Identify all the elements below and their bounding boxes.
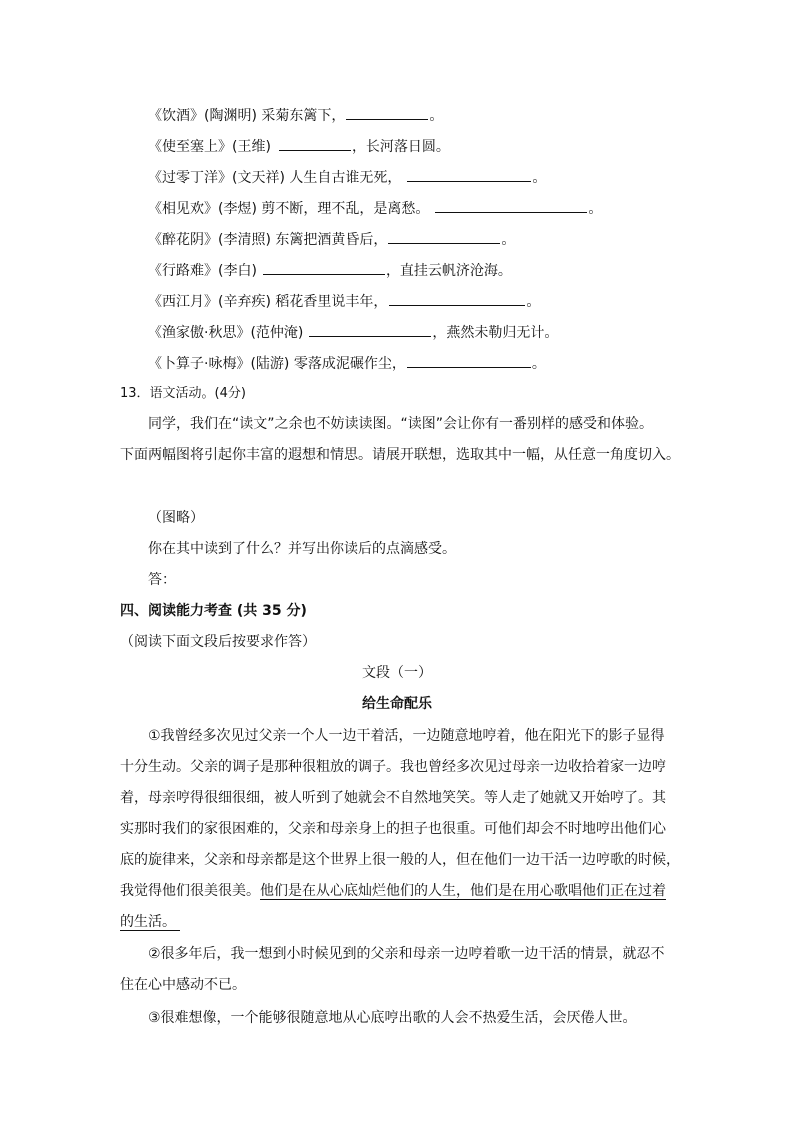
- poem-text: 《过零丁洋》(文天祥) 人生自古谁无死，: [148, 170, 402, 186]
- poem-text: 《饮酒》(陶渊明) 采菊东篱下，: [148, 108, 346, 124]
- paragraph-line: [120, 881, 666, 901]
- poem-line-3: [148, 166, 546, 188]
- poem-text: 《相见欢》(李煜) 剪不断，理不乱，是离愁。: [148, 201, 430, 217]
- answer-label: 答：: [148, 572, 176, 588]
- section-heading: 四、阅读能力考查 (共 35 分): [120, 603, 307, 619]
- underlined-sentence-end: 的生活。: [120, 914, 180, 931]
- poem-text: 《卜算子·咏梅》(陆游) 零落成泥碾作尘，: [148, 356, 406, 372]
- answer-blank[interactable]: [279, 135, 351, 151]
- question-13-paragraph-2: 下面两幅图将引起你丰富的遐想和情思。请展开联想，选取其中一幅，从任意一角度切入。: [120, 447, 680, 463]
- answer-blank[interactable]: [407, 166, 531, 182]
- answer-blank[interactable]: [389, 290, 525, 306]
- passage-label: 文段（一）: [362, 665, 432, 681]
- poem-line-1: [148, 104, 443, 126]
- poem-text: 。: [588, 201, 603, 217]
- paragraph-line: 实那时我们的家很困难的，父亲和母亲身上的担子也很重。可他们却会不时地哼出他们心: [120, 821, 666, 837]
- paragraph-line: [120, 912, 180, 932]
- poem-text: 《醉花阴》(李清照) 东篱把酒黄昏后，: [148, 232, 388, 248]
- answer-blank[interactable]: [435, 197, 587, 213]
- reading-instruction: （阅读下面文段后按要求作答）: [120, 634, 316, 650]
- poem-text: ，长河落日圆。: [351, 139, 450, 155]
- poem-line-2: [148, 135, 450, 157]
- poem-text: 《渔家傲·秋思》(范仲淹): [148, 325, 304, 341]
- figure-omitted-note: （图略）: [148, 510, 204, 526]
- paragraph-line: ①我曾经多次见过父亲一个人一边干着活，一边随意地哼着，他在阳光下的影子显得: [148, 728, 665, 744]
- question-13-prompt: 你在其中读到了什么？并写出你读后的点滴感受。: [148, 541, 456, 557]
- paragraph-line: 底的旋律来，父亲和母亲都是这个世界上很一般的人，但在他们一边干活一边哼歌的时候，: [120, 852, 680, 868]
- poem-line-4: [148, 197, 602, 219]
- poem-text: 。: [531, 356, 546, 372]
- plain-text: 我觉得他们很美很美。: [120, 883, 260, 899]
- answer-blank[interactable]: [309, 321, 431, 337]
- poem-text: 。: [532, 170, 547, 186]
- underlined-sentence: 他们是在从心底灿烂他们的人生，他们是在用心歌唱他们正在过着: [260, 883, 666, 899]
- answer-blank[interactable]: [388, 228, 500, 244]
- question-13-paragraph-1: 同学，我们在“读文”之余也不妨读读图。“读图”会让你有一番别样的感受和体验。: [148, 416, 654, 432]
- poem-text: ，燕然未勒归无计。: [432, 325, 559, 341]
- paragraph-line: 十分生动。父亲的调子是那种很粗放的调子。我也曾经多次见过母亲一边收拾着家一边哼: [120, 759, 666, 775]
- poem-text: 。: [501, 232, 516, 248]
- poem-text: 。: [526, 294, 541, 310]
- question-13-title: 13．语文活动。(4分): [120, 386, 246, 401]
- paragraph-line: ③很难想像，一个能够很随意地从心底哼出歌的人会不热爱生活，会厌倦人世。: [148, 1010, 637, 1026]
- poem-line-9: [148, 352, 546, 374]
- poem-text: 《行路难》(李白): [148, 263, 257, 279]
- poem-text: ，直挂云帆济沧海。: [385, 263, 512, 279]
- paragraph-line: 住在心中感动不已。: [120, 977, 246, 993]
- paragraph-line: 着，母亲哼得很细很细，被人听到了她就会不自然地笑笑。等人走了她就又开始哼了。其: [120, 790, 666, 806]
- passage-title: 给生命配乐: [362, 696, 432, 712]
- paragraph-line: ②很多年后，我一想到小时候见到的父亲和母亲一边哼着歌一边干活的情景，就忍不: [148, 946, 665, 962]
- poem-line-7: [148, 290, 540, 312]
- poem-line-8: [148, 321, 558, 343]
- poem-text: 。: [429, 108, 444, 124]
- poem-text: 《西江月》(辛弃疾) 稻花香里说丰年，: [148, 294, 388, 310]
- poem-line-5: [148, 228, 515, 250]
- poem-text: 《使至塞上》(王维): [148, 139, 271, 155]
- answer-blank[interactable]: [263, 259, 385, 275]
- answer-blank[interactable]: [346, 104, 428, 120]
- answer-blank[interactable]: [407, 352, 531, 368]
- poem-line-6: [148, 259, 512, 281]
